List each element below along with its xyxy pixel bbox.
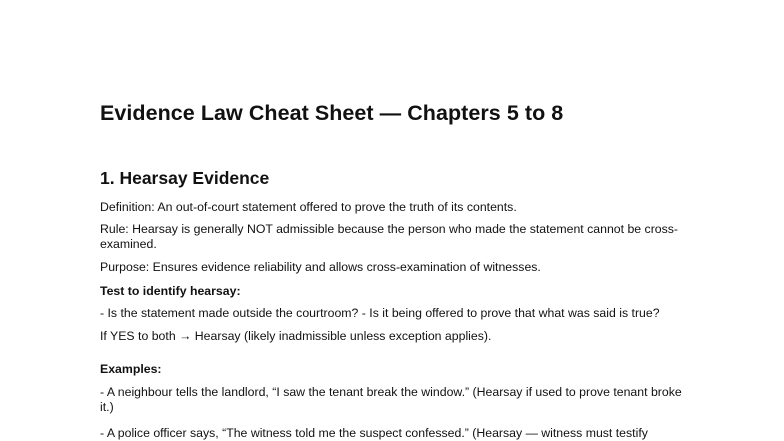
definition-text: Definition: An out-of-court statement offered to prove the truth of its contents. <box>100 200 517 214</box>
test-result: If YES to both → Hearsay (likely inadmissible unless exception applies). <box>100 329 492 343</box>
section-heading-hearsay: 1. Hearsay Evidence <box>100 168 270 188</box>
examples-heading: Examples: <box>100 362 162 376</box>
example-item: - A neighbour tells the landlord, “I saw the tenant break the window.” (Hearsay if used to prove tenant broke it.) <box>100 385 682 414</box>
rule-text: Rule: Hearsay is generally NOT admissible because the person who made the statement cannot be cross-examined. <box>100 222 679 251</box>
purpose-text: Purpose: Ensures evidence reliability and allows cross-examination of witnesses. <box>100 260 541 274</box>
example-item: - A police officer says, “The witness told me the suspect confessed.” (Hearsay — witness must testify <box>100 426 648 440</box>
test-questions: - Is the statement made outside the courtroom? - Is it being offered to prove that what was said is true? <box>100 306 660 320</box>
document-title: Evidence Law Cheat Sheet — Chapters 5 to 8 <box>100 101 564 125</box>
test-heading: Test to identify hearsay: <box>100 284 241 298</box>
